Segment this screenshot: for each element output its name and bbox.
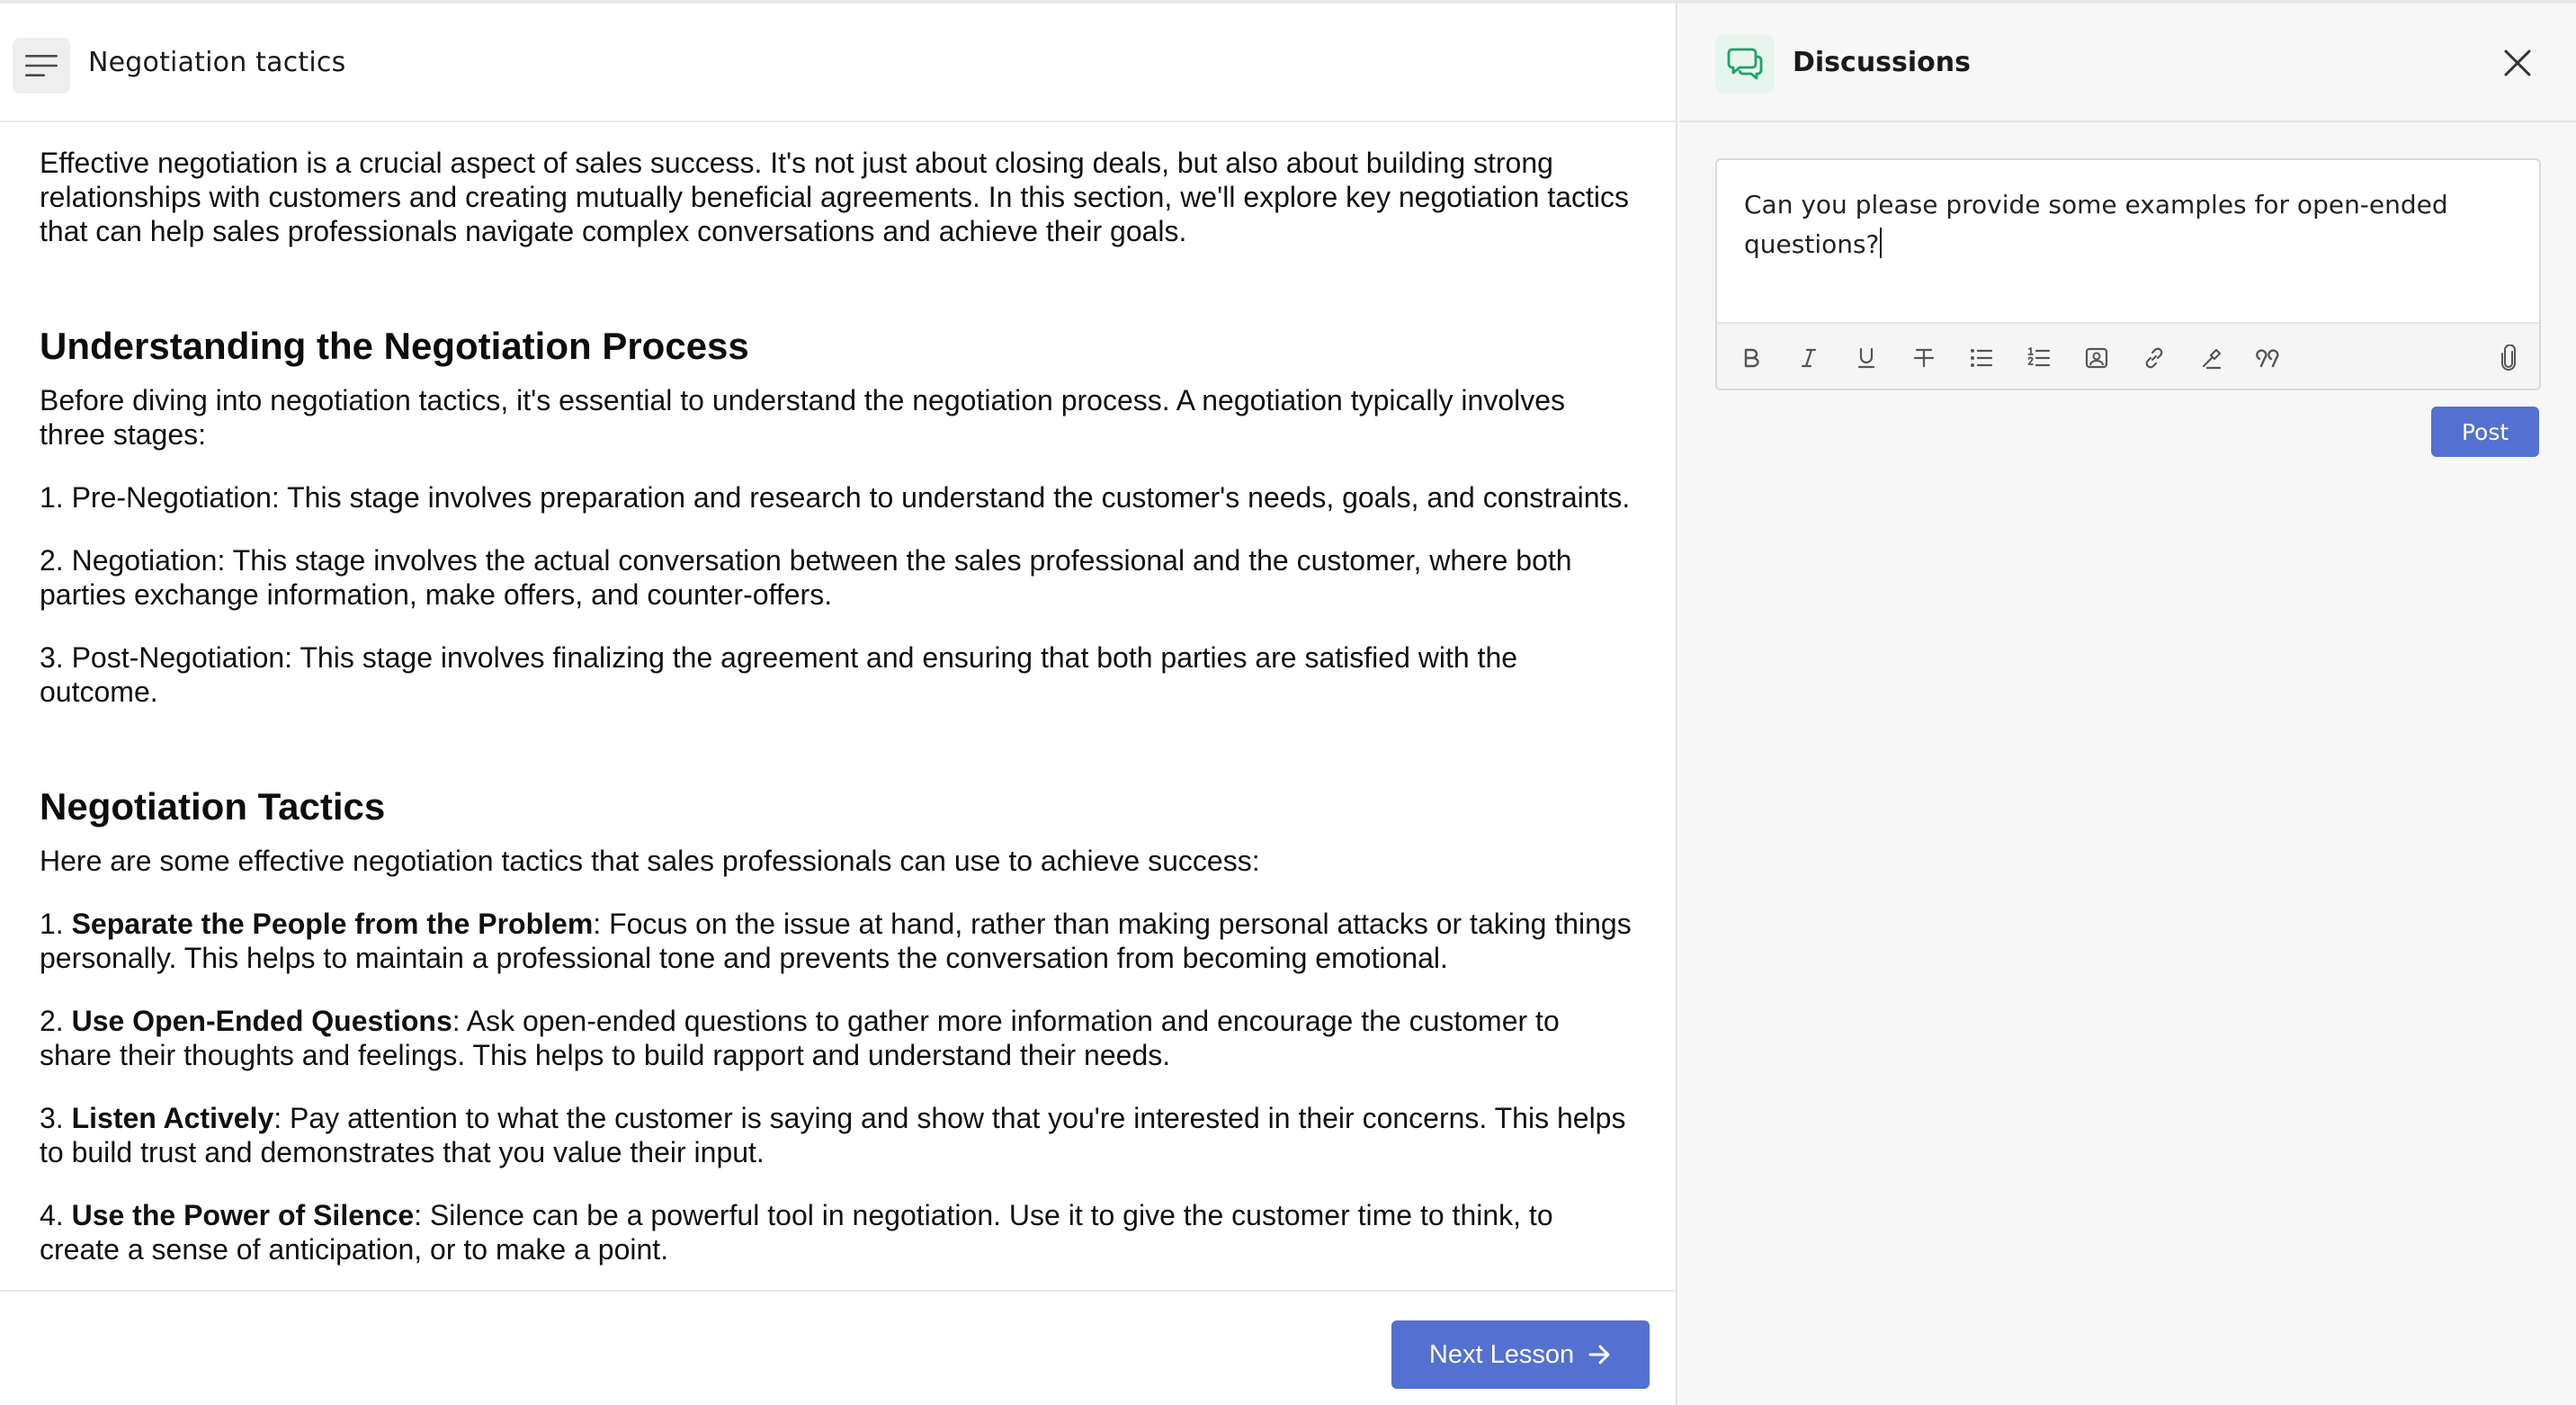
underline-icon [1856,346,1876,370]
discussion-icon-badge [1715,34,1775,94]
underline-button[interactable] [1848,340,1884,376]
lesson-intro: Effective negotiation is a crucial aspect of sales success. It's not just about closing deals, but also about building strong relationships with customers and creating mutually beneficial agreements. In this section, we'll explore key negotiation tactics that can help sales professionals navigate complex conversations and achieve their goals. [40,147,1629,247]
lesson-header [0,4,1676,122]
post-button[interactable]: Post [2431,407,2539,457]
chat-bubbles-icon [1727,47,1763,81]
process-stage: 1. Pre-Negotiation: This stage involves preparation and research to understand the customer's needs, goals, and constraints. [40,481,1631,514]
lesson-pane [0,4,1677,1405]
close-button[interactable] [2498,43,2537,83]
tactic-term: Listen Actively [71,1102,274,1134]
close-icon [2504,49,2531,76]
process-stage: 2. Negotiation: This stage involves the actual conversation between the sales professional and the customer, where both parties exchange information, make offers, and counter-offers. [40,544,1572,611]
tactic-number: 4. [40,1199,72,1231]
section-intro-process: Before diving into negotiation tactics, it's essential to understand the negotiation process. A negotiation typically involves three stages: [40,384,1566,451]
tactic-text: : Ask open-ended questions to gather more information and encourage the customer to share their thoughts and feelings. This helps to build rapport and understand their needs. [40,1005,1560,1071]
strikethrough-icon [1913,347,1935,369]
tactic-number: 1. [40,908,72,940]
next-lesson-label: Next Lesson [1428,1339,1575,1369]
comment-editor [1715,158,2541,390]
tactic-item [40,1198,1636,1266]
tactic-text: : Silence can be a powerful tool in negotiation. Use it to give the customer time to think, to create a sense of anticipation, or to make a point. [40,1199,1553,1266]
attachment-icon [2499,345,2518,371]
tactic-number: 3. [40,1102,72,1134]
numbered-list-button[interactable] [2021,340,2057,376]
lesson-title: Negotiation tactics [88,47,346,78]
numbered-list-icon [2027,347,2051,369]
process-stage: 3. Post-Negotiation: This stage involves finalizing the agreement and ensuring that both parties are satisfied with the outcome. [40,641,1518,708]
tactic-term: Use Open-Ended Questions [71,1005,452,1037]
lesson-footer [0,1290,1676,1405]
menu-button[interactable] [13,38,70,94]
comment-input[interactable] [1717,160,2539,322]
editor-toolbar [1717,322,2539,390]
text-caret [1880,228,1882,258]
discussion-title: Discussions [1793,47,1972,78]
italic-button[interactable] [1791,340,1827,376]
strikethrough-button[interactable] [1906,340,1942,376]
tactic-term: Use the Power of Silence [71,1199,415,1231]
tactic-item [40,1101,1636,1169]
discussion-header [1679,4,2576,122]
bold-icon [1742,347,1760,369]
tactic-text: : Focus on the issue at hand, rather than making personal attacks or taking things personally. This helps to maintain a professional tone and prevents the conversation from becoming emotional. [40,908,1632,974]
tactic-number: 2. [40,1005,72,1037]
bullet-list-icon [1970,348,1993,368]
clear-format-icon [2200,346,2223,370]
section-intro-tactics: Here are some effective negotiation tactics that sales professionals can use to achieve success: [40,845,1260,877]
next-lesson-button[interactable] [1391,1320,1650,1389]
section-heading-process: Understanding the Negotiation Process [40,325,749,367]
insert-link-button[interactable] [2136,340,2172,376]
discussion-panel [1679,4,2576,1405]
arrow-right-icon [1588,1345,1612,1365]
link-icon [2142,346,2166,370]
bold-button[interactable] [1733,340,1769,376]
quote-button[interactable] [2251,340,2287,376]
lesson-content[interactable] [0,124,1676,1290]
italic-icon [1800,347,1818,369]
attach-file-button[interactable] [2491,340,2527,376]
clear-format-button[interactable] [2194,340,2230,376]
tactic-term: Separate the People from the Problem [71,908,594,940]
section-heading-tactics: Negotiation Tactics [40,785,386,828]
image-icon [2085,347,2108,369]
tactic-item [40,907,1636,975]
tactic-text: : Pay attention to what the customer is saying and show that you're interested in their concerns. This helps to build trust and demonstrates that you value their input. [40,1102,1626,1168]
menu-icon [25,54,58,77]
quote-icon [2256,348,2283,368]
bullet-list-button[interactable] [1963,340,1999,376]
insert-image-button[interactable] [2079,340,2115,376]
comment-text: Can you please provide some examples for open-ended questions? [1744,190,2448,259]
tactic-item [40,1004,1636,1072]
